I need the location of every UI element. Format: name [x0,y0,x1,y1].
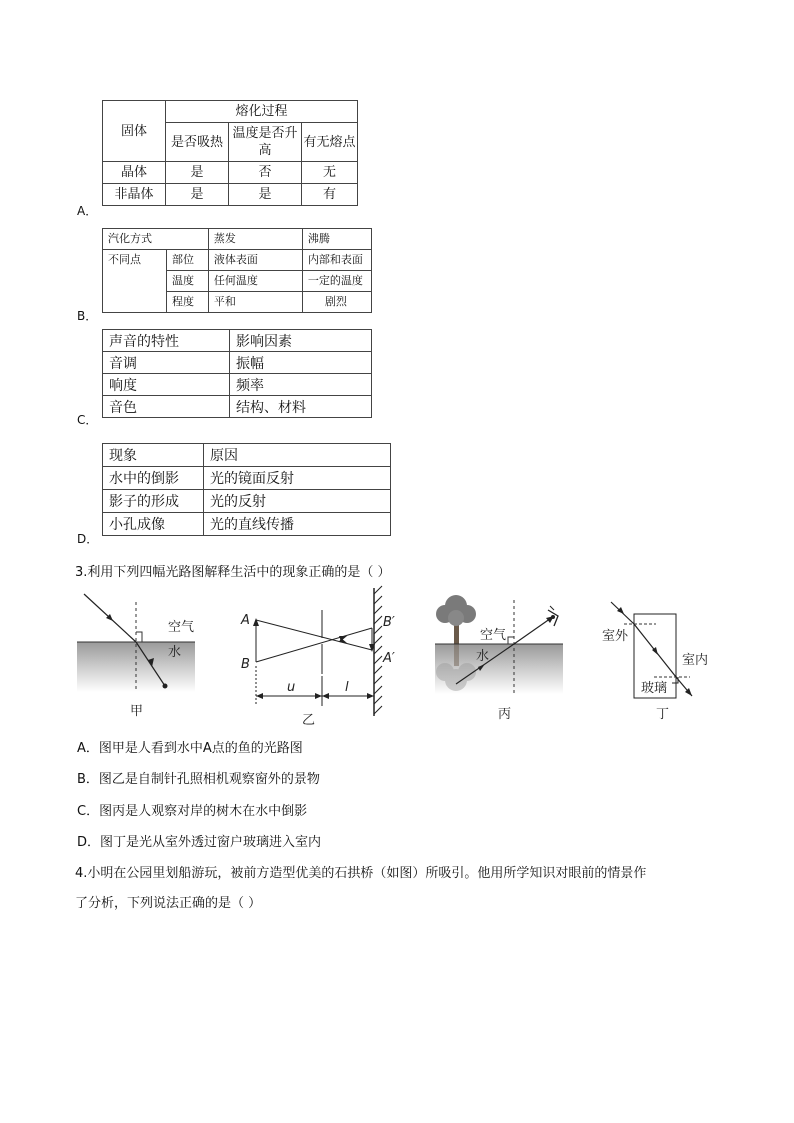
label-A-prime: A′ [383,651,395,666]
table-row: 晶体 是 否 无 [103,162,358,184]
table-row: 响度 频率 [103,374,372,396]
table-sound: 声音的特性 影响因素 音调 振幅 响度 频率 音色 结构、材料 [102,329,372,418]
label-u: u [287,680,296,695]
table-vaporization: 汽化方式 蒸发 沸腾 不同点 部位 液体表面 内部和表面 温度 任何温度 一定的温度 程度 平和 剧烈 [102,228,372,313]
table-melting [102,100,358,206]
table-row: 不同点 部位 液体表面 内部和表面 [103,250,372,271]
header-temp-rise: 温度是否升高 [229,123,302,162]
label-water: 水 [168,645,182,660]
question-4-line1: 4.小明在公园里划船游玩，被前方造型优美的石拱桥（如图）所吸引。他用所学知识对眼前的情景作 [75,866,647,881]
answer-a: A．图甲是人看到水中A点的鱼的光路图 [77,741,303,756]
caption-ding: 丁 [656,707,670,722]
tree-icon [436,595,476,644]
caption-bing: 丙 [498,707,512,722]
option-a-label: A． [77,204,98,218]
label-glass: 玻璃 [641,681,668,696]
figure-yi [232,584,395,728]
label-water: 水 [476,649,490,664]
figure-bing [430,590,570,724]
table-row: 音色 结构、材料 [103,396,372,418]
table-row: 水中的倒影 光的镜面反射 [103,467,391,490]
label-air: 空气 [480,628,507,643]
header-solid: 固体 [103,101,166,162]
label-B-prime: B′ [383,615,395,630]
caption-yi: 乙 [302,713,316,728]
table-light: 现象 原因 水中的倒影 光的镜面反射 影子的形成 光的反射 小孔成像 光的直线传播 [102,443,391,536]
table-row: 非晶体 是 是 有 [103,184,358,206]
label-outside: 室外 [602,629,629,644]
option-b-label: B． [77,309,98,323]
label-inside: 室内 [682,653,709,668]
option-d-label: D． [77,532,99,546]
header-absorb-heat: 是否吸热 [166,123,229,162]
table-row: 温度 任何温度 一定的温度 [103,271,372,292]
label-A: A [241,613,250,628]
option-c-label: C． [77,413,98,427]
question-3: 3.利用下列四幅光路图解释生活中的现象正确的是（ ） [75,565,391,580]
table-row: 影子的形成 光的反射 [103,490,391,513]
figure-ding [596,596,716,724]
table-row: 程度 平和 剧烈 [103,292,372,313]
answer-c: C．图丙是人观察对岸的树木在水中倒影 [77,804,308,819]
label-B: B [241,657,250,672]
answer-b: B．图乙是自制针孔照相机观察窗外的景物 [77,772,320,787]
table-row: 小孔成像 光的直线传播 [103,513,391,536]
answer-d: D．图丁是光从室外透过窗户玻璃进入室内 [77,835,322,850]
header-melting-point: 有无熔点 [302,123,358,162]
figure-jia [72,590,202,720]
label-l: l [345,680,349,695]
label-air: 空气 [168,620,195,635]
header-melting-process: 熔化过程 [166,101,358,123]
table-row: 音调 振幅 [103,352,372,374]
eye-icon [548,606,558,626]
question-4-line2: 了分析，下列说法正确的是（ ） [75,896,262,911]
caption-jia: 甲 [130,704,144,719]
